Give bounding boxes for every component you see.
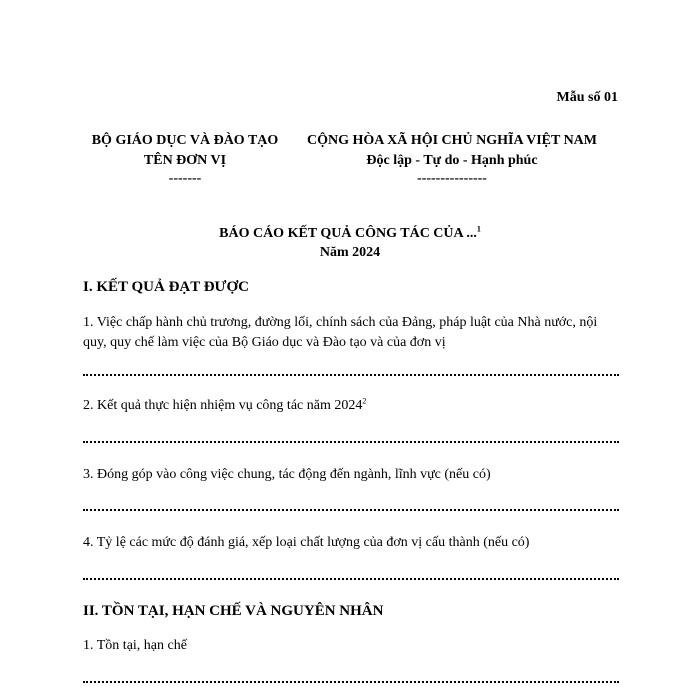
item-text: 3. Đóng góp vào công việc chung, tác động đến ngành, lĩnh vực (nếu có) bbox=[83, 467, 491, 482]
section-heading: II. TỒN TẠI, HẠN CHẾ VÀ NGUYÊN NHÂN bbox=[83, 603, 384, 619]
item-text-label: 2. Kết quả thực hiện nhiệm vụ công tác năm 2024 bbox=[83, 398, 363, 413]
item-text: 4. Tỷ lệ các mức độ đánh giá, xếp loại chất lượng của đơn vị cấu thành (nếu có) bbox=[83, 535, 530, 550]
section-heading: I. KẾT QUẢ ĐẠT ĐƯỢC bbox=[83, 279, 249, 295]
item-text: 1. Tồn tại, hạn chế bbox=[83, 638, 187, 653]
footnote-marker: 1 bbox=[476, 224, 481, 234]
fill-in-line bbox=[83, 441, 619, 443]
item-text: 1. Việc chấp hành chủ trương, đường lối, chính sách của Đảng, pháp luật của Nhà nước, nội quy, quy chế làm việc của Bộ Giáo dục và Đào tạo và của đơn vị bbox=[83, 315, 598, 350]
report-title-text: BÁO CÁO KẾT QUẢ CÔNG TÁC CỦA ... bbox=[219, 226, 477, 241]
fill-in-line bbox=[83, 578, 619, 580]
unit-name: TÊN ĐƠN VỊ bbox=[143, 153, 227, 168]
national-motto: Độc lập - Tự do - Hạnh phúc bbox=[366, 153, 538, 168]
header-left bbox=[85, 131, 285, 187]
form-number: Mẫu số 01 bbox=[556, 90, 618, 105]
fill-in-line bbox=[83, 509, 619, 511]
ministry-name: BỘ GIÁO DỤC VÀ ĐÀO TẠO bbox=[91, 133, 279, 148]
report-year: Năm 2024 bbox=[319, 245, 381, 260]
header-right bbox=[294, 131, 610, 187]
fill-in-line bbox=[83, 374, 619, 376]
header-left-separator: ------- bbox=[168, 171, 202, 186]
item-text bbox=[83, 398, 366, 414]
country-name: CỘNG HÒA XÃ HỘI CHỦ NGHĨA VIỆT NAM bbox=[306, 133, 597, 148]
report-title bbox=[0, 226, 700, 242]
fill-in-line bbox=[83, 681, 619, 683]
footnote-marker: 2 bbox=[362, 396, 367, 406]
header-right-separator: --------------- bbox=[417, 171, 487, 186]
